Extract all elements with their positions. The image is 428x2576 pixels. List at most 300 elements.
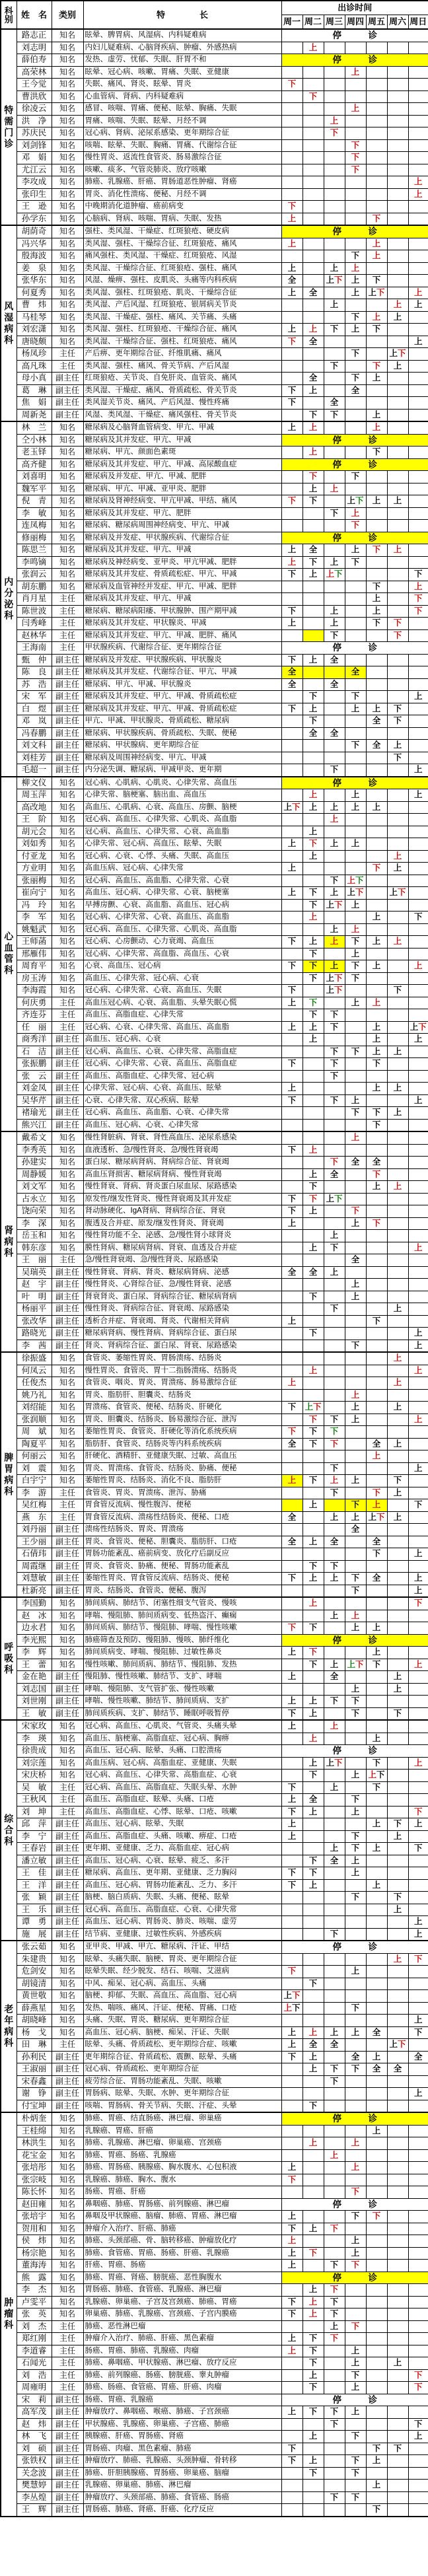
schedule-mark: 上: [351, 1476, 360, 1485]
schedule-cell: [408, 483, 428, 495]
doctor-name: 宋 军: [17, 691, 52, 703]
schedule-cell: [366, 2039, 387, 2052]
schedule-cell: [366, 262, 387, 275]
schedule-mark: 下: [355, 888, 364, 897]
doctor-title: 知名: [52, 1413, 83, 1426]
schedule-cell: [324, 1806, 345, 1818]
schedule-cell: [303, 2211, 324, 2223]
doctor-specialty: 肿瘤介入治疗、肝癌、肺癌: [83, 2223, 281, 2235]
doctor-title: 知名: [52, 2308, 83, 2321]
doctor-name: 王 佳: [17, 1867, 52, 1880]
schedule-cell: [366, 2223, 387, 2235]
doctor-row: [1, 2125, 428, 2137]
doctor-row: [1, 1168, 428, 1181]
doctor-name: 褚瑜光: [17, 1107, 52, 1120]
schedule-cell: [345, 1511, 366, 1524]
doctor-title: 知名: [52, 434, 83, 447]
schedule-mark: 下: [334, 1194, 343, 1203]
schedule-cell: [281, 2125, 303, 2137]
doctor-title: 主任: [52, 642, 83, 655]
schedule-cell: [303, 936, 324, 948]
doctor-specialty: 胰腺癌、肝癌、胃肠癌、肾癌: [83, 2431, 281, 2443]
schedule-cell: [345, 1806, 366, 1818]
schedule-cell: [366, 1315, 387, 1328]
schedule-cell: [345, 360, 366, 373]
schedule-cell: [387, 1610, 408, 1622]
schedule-cell: [387, 1794, 408, 1807]
schedule-cell: [387, 1009, 408, 1022]
doctor-row: [1, 618, 428, 630]
schedule-cell: [324, 2467, 345, 2480]
schedule-mark: 下: [393, 985, 402, 995]
schedule-mark: 上: [414, 1095, 423, 1105]
schedule-mark: 下: [351, 1795, 360, 1804]
schedule-cell: [387, 1230, 408, 1242]
schedule-cell: [345, 1119, 366, 1131]
doctor-name: 石 洁: [17, 1046, 52, 1058]
schedule-mark: 下: [351, 2064, 360, 2073]
schedule-cell: [324, 2296, 345, 2308]
schedule-mark: 全: [330, 2040, 339, 2049]
schedule-mark: 下: [393, 1819, 402, 1828]
schedule-mark: 下: [287, 1206, 297, 1215]
doctor-specialty: 透析合并症、肾衰竭、肾炎、代谢相关肾病: [83, 1315, 281, 1328]
schedule-cell: [303, 1217, 324, 1230]
doctor-specialty: 发热、喘咳、痛风、汗证、便秘、胃痛、口疮: [83, 2002, 281, 2015]
schedule-mark: 上: [393, 1083, 402, 1092]
schedule-mark: 上: [287, 1083, 297, 1092]
schedule-mark: 全: [351, 1157, 360, 1166]
doctor-specialty: 咳喘、眩晕、失眠、胸痛、胃痛、代谢综合征: [83, 139, 281, 152]
schedule-cell: [281, 1548, 303, 1561]
schedule-cell: [366, 1157, 387, 1169]
stopped-clinic-cell: 停 诊: [281, 225, 428, 238]
doctor-name: 姚乃礼: [17, 1389, 52, 1402]
doctor-name: 刘桂芳: [17, 752, 52, 764]
doctor-specialty: 类风湿、干燥综合征、强柱、红斑狼疮、痛风: [83, 336, 281, 348]
doctor-title: 知名: [52, 1647, 83, 1659]
day-header: 周六: [387, 15, 408, 30]
schedule-cell: [387, 1168, 408, 1181]
schedule-cell: [324, 409, 345, 421]
schedule-cell: [366, 814, 387, 826]
schedule-cell: [387, 923, 408, 936]
schedule-cell: [281, 1168, 303, 1181]
doctor-title: 知名: [52, 556, 83, 569]
schedule-mark: 全: [287, 275, 297, 285]
doctor-name: 宋家玫: [17, 1720, 52, 1733]
doctor-name: 王淑丽: [17, 2063, 52, 2076]
doctor-row: [1, 1794, 428, 1807]
schedule-cell: [281, 421, 303, 434]
doctor-name: 殷海波: [17, 250, 52, 263]
schedule-cell: [408, 1193, 428, 1205]
schedule-cell: [366, 2406, 387, 2419]
doctor-row: [1, 2174, 428, 2186]
schedule-cell: [387, 912, 408, 924]
doctor-row: [1, 1487, 428, 1499]
doctor-name: 陈世波: [17, 605, 52, 618]
schedule-cell: [345, 2002, 366, 2015]
schedule-mark: 下: [308, 692, 318, 701]
header-clinic-time: 出诊时间: [281, 1, 428, 15]
schedule-cell: [408, 2002, 428, 2015]
schedule-cell: [366, 2467, 387, 2480]
schedule-mark: 下: [351, 2260, 360, 2270]
schedule-cell: [303, 275, 324, 287]
day-header: 周三: [324, 15, 345, 30]
schedule-cell: [387, 1916, 408, 1929]
schedule-cell: [281, 1683, 303, 1696]
schedule-cell: [366, 1365, 387, 1377]
schedule-mark: 上: [351, 2163, 360, 2172]
schedule-mark: 上: [414, 1328, 423, 1338]
schedule-mark: 上: [308, 826, 318, 836]
schedule-cell: [387, 2260, 408, 2272]
schedule-cell: [324, 2333, 345, 2345]
schedule-cell: [281, 1266, 303, 1279]
doctor-row: [1, 1193, 428, 1205]
schedule-cell: [324, 201, 345, 213]
schedule-cell: [408, 556, 428, 569]
doctor-row: [1, 176, 428, 189]
schedule-cell: [387, 1781, 408, 1794]
schedule-mark: 上: [393, 312, 402, 322]
doctor-name: 徐振盛: [17, 1352, 52, 1365]
schedule-mark: 上: [351, 924, 360, 934]
schedule-cell: [281, 1034, 303, 1046]
doctor-row: [1, 1034, 428, 1046]
schedule-cell: [366, 483, 387, 495]
doctor-title: 知名: [52, 2186, 83, 2199]
schedule-cell: [324, 1916, 345, 1929]
schedule-cell: [324, 397, 345, 410]
schedule-cell: [345, 213, 366, 225]
schedule-cell: [366, 605, 387, 618]
schedule-cell: [324, 1254, 345, 1267]
schedule-cell: [408, 1230, 428, 1242]
schedule-cell: [408, 1291, 428, 1303]
doctor-name: 周新尧: [17, 409, 52, 421]
schedule-cell: [345, 2260, 366, 2272]
schedule-cell: [281, 1585, 303, 1597]
doctor-row: [1, 1462, 428, 1475]
schedule-cell: [366, 1426, 387, 1439]
doctor-name: 李国勤: [17, 1597, 52, 1610]
doctor-name: 徐凌云: [17, 103, 52, 116]
schedule-cell: [324, 1524, 345, 1536]
doctor-specialty: 食管炎、萎缩性胃炎、胃肠溃疡、结肠炎: [83, 1352, 281, 1365]
doctor-specialty: 糖尿病及其并发症、甲亢、甲减、高尿酸血症: [83, 458, 281, 471]
schedule-cell: [324, 2026, 345, 2039]
doctor-title: 知名: [52, 127, 83, 140]
doctor-name: 高荣林: [17, 66, 52, 79]
schedule-cell: [324, 79, 345, 91]
doctor-title: 副主任: [52, 1548, 83, 1561]
schedule-cell: [408, 1157, 428, 1169]
doctor-title: 知名: [52, 225, 83, 238]
schedule-cell: [366, 948, 387, 960]
schedule-mark: 下: [351, 153, 360, 162]
schedule-cell: [345, 2431, 366, 2443]
doctor-specialty: 内分泌失调、糖尿病、甲减甲炎、更年期: [83, 764, 281, 777]
schedule-cell: [366, 1462, 387, 1475]
schedule-cell: [281, 2333, 303, 2345]
schedule-cell: [366, 1707, 387, 1720]
doctor-name: 戴希文: [17, 1131, 52, 1144]
doctor-title: 知名: [52, 1733, 83, 1745]
doctor-name: 周霞继: [17, 1560, 52, 1573]
doctor-name: 周静媛: [17, 1168, 52, 1181]
schedule-cell: [408, 875, 428, 887]
schedule-cell: [387, 2382, 408, 2394]
doctor-specialty: 肺间质病变、哮喘、慢阻肺、过敏性鼻炎: [83, 1647, 281, 1659]
schedule-cell: [303, 2223, 324, 2235]
schedule-cell: [281, 899, 303, 912]
schedule-mark: 全: [372, 1573, 381, 1583]
doctor-specialty: 高血压、脑梗塞、高脂血症、冠心病、胸痹: [83, 1733, 281, 1745]
doctor-row: [1, 201, 428, 213]
schedule-mark: 下: [351, 312, 360, 322]
schedule-mark: 下: [330, 1929, 339, 1939]
schedule-cell: [345, 1855, 366, 1867]
schedule-mark: 上: [330, 263, 339, 273]
doctor-name: 李道睿: [17, 2345, 52, 2357]
doctor-title: 副主任: [52, 2088, 83, 2100]
schedule-cell: [345, 1046, 366, 1058]
schedule-cell: [387, 1021, 408, 1034]
schedule-cell: [345, 2357, 366, 2370]
schedule-cell: [366, 972, 387, 985]
schedule-cell: [345, 1978, 366, 1990]
schedule-mark: 上: [351, 2138, 360, 2147]
doctor-name: 郑红刚: [17, 2333, 52, 2345]
doctor-row: [1, 1181, 428, 1194]
schedule-cell: [366, 348, 387, 361]
doctor-row: [1, 238, 428, 250]
doctor-title: 副主任: [52, 1830, 83, 1843]
schedule-cell: [324, 936, 345, 948]
schedule-cell: [366, 1990, 387, 2003]
schedule-mark: 下: [287, 336, 297, 346]
doctor-specialty: 心衰、高血压、冠心病: [83, 960, 281, 973]
doctor-title: 知名: [52, 1462, 83, 1475]
doctor-specialty: 卵巢癌、肺癌、乳腺癌、宫颈癌、子宫内膜癌: [83, 2308, 281, 2321]
doctor-row: [1, 1953, 428, 1966]
doctor-title: 主任: [52, 2357, 83, 2370]
doctor-specialty: 冠心病、高血压、高脂血症、失眠头晕、水肿: [83, 1781, 281, 1794]
doctor-title: 知名: [52, 1438, 83, 1450]
doctor-row: [1, 2467, 428, 2480]
doctor-row: [1, 520, 428, 532]
schedule-cell: [324, 275, 345, 287]
doctor-title: 知名: [52, 213, 83, 225]
schedule-cell: [408, 1389, 428, 1402]
schedule-cell: [281, 764, 303, 777]
doctor-name: 李鸣镝: [17, 556, 52, 569]
doctor-row: [1, 447, 428, 459]
schedule-cell: [345, 1879, 366, 1892]
schedule-cell: [366, 2002, 387, 2015]
doctor-title: 副主任: [52, 1928, 83, 1941]
schedule-cell: [281, 1340, 303, 1352]
doctor-row: [1, 899, 428, 912]
schedule-mark: 上: [393, 361, 402, 371]
schedule-cell: [366, 850, 387, 863]
doctor-specialty: 类风湿关节炎、痛风、产后风湿、慢性疼痛: [83, 397, 281, 410]
doctor-name: 叶 明: [17, 1291, 52, 1303]
schedule-cell: [303, 1879, 324, 1892]
schedule-cell: [281, 2406, 303, 2419]
schedule-cell: [387, 1205, 408, 1218]
doctor-name: 危剑安: [17, 1966, 52, 1978]
schedule-cell: [387, 1573, 408, 1585]
schedule-cell: [281, 2345, 303, 2357]
doctor-name: 房玉涛: [17, 972, 52, 985]
schedule-cell: [387, 814, 408, 826]
schedule-cell: [408, 2431, 428, 2443]
schedule-cell: [324, 250, 345, 263]
schedule-cell: [281, 1867, 303, 1880]
doctor-title: 主任: [52, 2382, 83, 2394]
doctor-title: 知名: [52, 1205, 83, 1218]
schedule-cell: [303, 397, 324, 410]
schedule-cell: [408, 1524, 428, 1536]
schedule-mark: 上: [351, 1390, 360, 1400]
schedule-cell: [408, 287, 428, 299]
doctor-row: [1, 1352, 428, 1365]
schedule-cell: [281, 1230, 303, 1242]
schedule-cell: [408, 912, 428, 924]
schedule-cell: [387, 2063, 408, 2076]
doctor-row: [1, 164, 428, 176]
doctor-row: [1, 127, 428, 140]
schedule-mark: 上: [414, 300, 423, 309]
department-label: 心血管科: [3, 931, 15, 977]
schedule-cell: [387, 139, 408, 152]
schedule-mark: 下: [308, 997, 318, 1007]
doctor-name: 李 宁: [17, 1830, 52, 1843]
schedule-mark: 下: [308, 1647, 318, 1657]
schedule-cell: [281, 2002, 303, 2015]
schedule-mark: 下: [287, 201, 297, 211]
schedule-mark: 上: [330, 937, 339, 946]
schedule-cell: [324, 2051, 345, 2063]
schedule-mark: 上: [330, 606, 339, 616]
day-header: 周二: [303, 15, 324, 30]
schedule-cell: [366, 1291, 387, 1303]
schedule-cell: [281, 1315, 303, 1328]
schedule-cell: [345, 421, 366, 434]
doctor-specialty: 蛋白尿、糖尿病肾病、肾病综合征、肾衰竭: [83, 1157, 281, 1169]
schedule-cell: [324, 2223, 345, 2235]
doctor-title: 知名: [52, 2247, 83, 2260]
schedule-cell: [387, 2149, 408, 2162]
doctor-title: 副主任: [52, 1560, 83, 1573]
doctor-row: [1, 483, 428, 495]
schedule-cell: [387, 2088, 408, 2100]
schedule-cell: [366, 2149, 387, 2162]
schedule-cell: [345, 1181, 366, 1194]
doctor-name: 王 阶: [17, 814, 52, 826]
schedule-cell: [387, 2406, 408, 2419]
schedule-cell: [366, 2100, 387, 2112]
schedule-mark: 上: [308, 937, 318, 946]
schedule-cell: [387, 863, 408, 875]
schedule-cell: [324, 678, 345, 691]
doctor-title: 副主任: [52, 1892, 83, 1904]
schedule-mark: 上: [287, 1721, 297, 1731]
schedule-cell: [408, 972, 428, 985]
schedule-cell: [281, 1733, 303, 1745]
schedule-cell: [345, 1217, 366, 1230]
schedule-mark: 下: [372, 324, 381, 334]
doctor-title: 知名: [52, 139, 83, 152]
schedule-mark: 上: [287, 2163, 297, 2172]
schedule-cell: [408, 2051, 428, 2063]
schedule-cell: [366, 1879, 387, 1892]
doctor-name: 苏庆民: [17, 127, 52, 140]
doctor-name: 刘 硕: [17, 2443, 52, 2455]
schedule-mark: 上: [287, 618, 297, 627]
doctor-specialty: 感冒、咳喘、胃痛、便秘、眩晕、胸痛、失眠: [83, 103, 281, 116]
doctor-row: [1, 948, 428, 960]
schedule-cell: [324, 2002, 345, 2015]
doctor-specialty: 心脑病、肾病、咳喘、胃病、失眠、发热: [83, 213, 281, 225]
schedule-cell: [303, 1843, 324, 1855]
doctor-name: 谢 铮: [17, 2088, 52, 2100]
schedule-cell: [387, 887, 408, 900]
schedule-mark: 上: [308, 1206, 318, 1215]
schedule-cell: [408, 1328, 428, 1340]
schedule-mark: 下: [287, 985, 297, 995]
schedule-cell: [366, 66, 387, 79]
schedule-cell: [324, 2345, 345, 2357]
schedule-cell: [303, 1990, 324, 2003]
doctor-title: 主任: [52, 2345, 83, 2357]
schedule-mark: 下: [287, 961, 297, 970]
doctor-row: [1, 1867, 428, 1880]
schedule-cell: [324, 139, 345, 152]
schedule-cell: [324, 1843, 345, 1855]
schedule-cell: [303, 2149, 324, 2162]
schedule-cell: [281, 324, 303, 336]
schedule-cell: [408, 421, 428, 434]
doctor-title: 知名: [52, 324, 83, 336]
doctor-row: [1, 360, 428, 373]
schedule-cell: [281, 483, 303, 495]
schedule-cell: [408, 152, 428, 164]
doctor-title: 知名: [52, 1720, 83, 1733]
schedule-mark: 上: [351, 1279, 360, 1289]
schedule-cell: [408, 2235, 428, 2248]
doctor-specialty: 类风湿、干燥症、痛风、骨质疏松、骨关节炎: [83, 384, 281, 397]
doctor-specialty: 肿瘤放疗、鼻咽癌、喉癌、肺癌、子宫颈癌: [83, 2406, 281, 2419]
schedule-cell: [408, 2149, 428, 2162]
schedule-cell: [281, 447, 303, 459]
doctor-name: 赵 炜: [17, 2418, 52, 2431]
schedule-cell: [324, 863, 345, 875]
doctor-title: 知名: [52, 789, 83, 802]
doctor-row: [1, 2088, 428, 2100]
schedule-mark: 下: [351, 1046, 360, 1056]
doctor-row: [1, 777, 428, 789]
doctor-specialty: 结节病、亚健康、过敏性疾病、外感疾病: [83, 1928, 281, 1941]
schedule-cell: [366, 997, 387, 1009]
schedule-mark: 下: [308, 557, 318, 567]
schedule-mark: 全: [351, 385, 360, 395]
schedule-cell: [387, 2491, 408, 2504]
